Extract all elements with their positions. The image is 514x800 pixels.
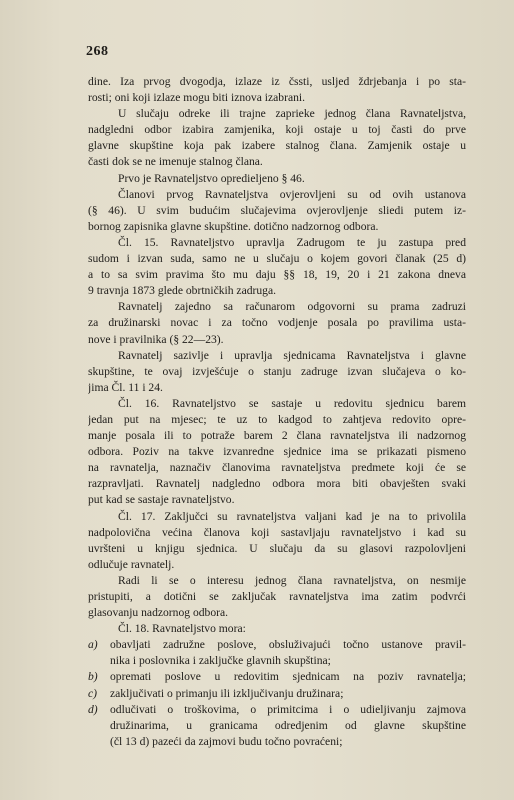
line-text: (§ 46). U svim budućim slučajevima ovjerovljenje sliedi putem iz- <box>88 203 466 217</box>
text-line <box>88 138 466 154</box>
line-text: rosti; oni koji izlaze mogu biti iznova izabrani. <box>88 91 306 105</box>
line-text: glasovanju nadzornog odbora. <box>88 606 229 620</box>
text-line <box>88 412 466 428</box>
line-text: nika i poslovnika i zaključke glavnih skupština; <box>110 654 331 668</box>
text-line <box>88 106 466 122</box>
line-text: razpravljati. Ravnatelj nadgledno odbora mora biti obavješten svaki <box>88 477 466 491</box>
text-line <box>88 734 466 750</box>
text-line <box>88 428 466 444</box>
line-text: odlučuje ravnatelj. <box>88 557 175 571</box>
text-line <box>88 621 466 637</box>
text-line <box>88 509 466 525</box>
text-line <box>88 492 466 508</box>
list-item-line <box>88 686 466 702</box>
line-text: Čl. 16. Ravnateljstvo se sastaje u redovitu sjednicu barem <box>118 396 466 410</box>
text-line <box>88 315 466 331</box>
text-line <box>88 396 466 412</box>
text-line <box>88 364 466 380</box>
line-text: Ravnatelj zajedno sa računarom odgovorni su prama zadruzi <box>118 300 466 314</box>
text-line <box>88 444 466 460</box>
text-line <box>88 235 466 251</box>
text-line <box>88 74 466 90</box>
text-line <box>88 541 466 557</box>
line-text: pristupiti, a dotični se zaključak ravnateljstva ima zatim podvrći <box>88 590 466 603</box>
text-line <box>88 332 466 348</box>
line-text: zaključivati o primanju ili izključivanju družinara; <box>110 686 344 700</box>
line-text: obavljati zadružne poslove, obsluživajući točno ustanove pravil- <box>110 638 466 652</box>
line-text: manje posala ili to potraže barem 2 člana ravnateljstva ili nadzornog <box>88 429 466 443</box>
line-text: (čl 13 d) pazeći da zajmovi budu točno povraćeni; <box>110 734 343 748</box>
line-text: Čl. 17. Zaključci su ravnateljstva valjani kad je na to privolila <box>118 509 466 523</box>
text-line <box>88 299 466 315</box>
line-text: jima Čl. 11 i 24. <box>88 380 163 394</box>
line-text: odbora. Poziv na takve izvanredne sjednice ima se prikazati pismeno <box>88 445 466 459</box>
text-line <box>88 589 466 605</box>
line-text: put kad se sastaje ravnateljstvo. <box>88 493 235 507</box>
text-line <box>88 171 466 187</box>
text-line <box>88 203 466 219</box>
line-text: Čl. 15. Ravnateljstvo upravlja Zadrugom te ju zastupa pred <box>118 235 466 249</box>
line-text: 9 travnja 1873 glede obrtničkih zadruga. <box>88 284 277 298</box>
text-line <box>88 476 466 492</box>
text-line <box>88 718 466 734</box>
text-line <box>88 573 466 589</box>
line-text: za družinarski novac i za točno vodjenje posala po pravilima usta- <box>88 316 466 330</box>
list-item-line <box>88 669 466 685</box>
list-marker: d) <box>88 702 98 716</box>
line-text: U slučaju odreke ili trajne zaprieke jednog člana Ravnateljstva, <box>118 107 466 121</box>
line-text: Ravnatelj sazivlje i upravlja sjednicama Ravnateljstva i glavne <box>118 348 466 362</box>
text-line <box>88 251 466 267</box>
line-text: nadpolovična većina članova koji sastavljaju ravnateljstvo i kad su <box>88 525 466 539</box>
line-text: Čl. 18. Ravnateljstvo mora: <box>118 622 246 636</box>
line-text: nadgledni odbor izabira zamjenika, koji ostaje u toj časti do prve <box>88 123 466 137</box>
text-line <box>88 605 466 621</box>
text-line <box>88 90 466 106</box>
line-text: na ravnatelja, naznačiv članovima ravnateljstva predmete koji će se <box>88 461 466 475</box>
text-line <box>88 525 466 541</box>
text-line <box>88 653 466 669</box>
text-line <box>88 267 466 283</box>
page-number: 268 <box>86 44 109 59</box>
line-text: Prvo je Ravnateljstvo opredieljeno § 46. <box>118 171 305 185</box>
line-text: Radi li se o interesu jednog člana ravnateljstva, on nesmije <box>118 573 466 587</box>
line-text: bornog zapisnika glavne skupštine. dotično nadzornog odbora. <box>88 219 379 233</box>
line-text: dine. Iza prvog dvogodja, izlaze iz čssti, usljed ždrjebanja i po sta- <box>88 75 466 88</box>
list-marker: c) <box>88 686 98 700</box>
list-marker: a) <box>88 638 98 652</box>
text-line <box>88 348 466 364</box>
list-item-line <box>88 702 466 718</box>
text-line <box>88 219 466 235</box>
line-text: glavne skupštine koja pak izabere stalnog člana. Zamjenik ostaje u <box>88 139 466 153</box>
line-text: Članovi prvog Ravnateljstva ovjerovljeni su od ovih ustanova <box>118 187 466 201</box>
line-text: opremati poslove u redovitim sjednicam na poziv ravnatelja; <box>110 670 466 684</box>
list-marker: b) <box>88 670 98 684</box>
line-text: jedan put na mjesec; te uz to kadgod to zahtjeva redovito opre- <box>88 412 466 426</box>
text-line <box>88 283 466 299</box>
line-text: uvršteni u knjigu sjednica. U slučaju da su glasovi razpolovljeni <box>88 541 466 555</box>
list-item-line <box>88 637 466 653</box>
line-text: nove i pravilnika (§ 22—23). <box>88 332 224 346</box>
text-line <box>88 460 466 476</box>
line-text: časti dok se ne imenuje stalnog člana. <box>88 155 263 169</box>
line-text: odlučivati o troškovima, o primitcima i o udieljivanju zajmova <box>110 702 466 716</box>
text-line <box>88 154 466 170</box>
text-line <box>88 187 466 203</box>
line-text: a to sa svim pravima što mu daju §§ 18, 19, 20 i 21 zakona dneva <box>88 268 466 282</box>
line-text: sudom i izvan suda, samo ne u slučaju o kojem govori članak (25 d) <box>88 252 466 266</box>
line-text: skupštine, te ovaj izvješćuje o stanju zadruge izvan slučajeva o ko- <box>88 364 466 378</box>
text-line <box>88 380 466 396</box>
text-line <box>88 122 466 138</box>
line-text: družinarima, u granicama odredjenim od glavne skupštine <box>110 718 466 732</box>
body-text <box>88 74 466 750</box>
text-line <box>88 557 466 573</box>
